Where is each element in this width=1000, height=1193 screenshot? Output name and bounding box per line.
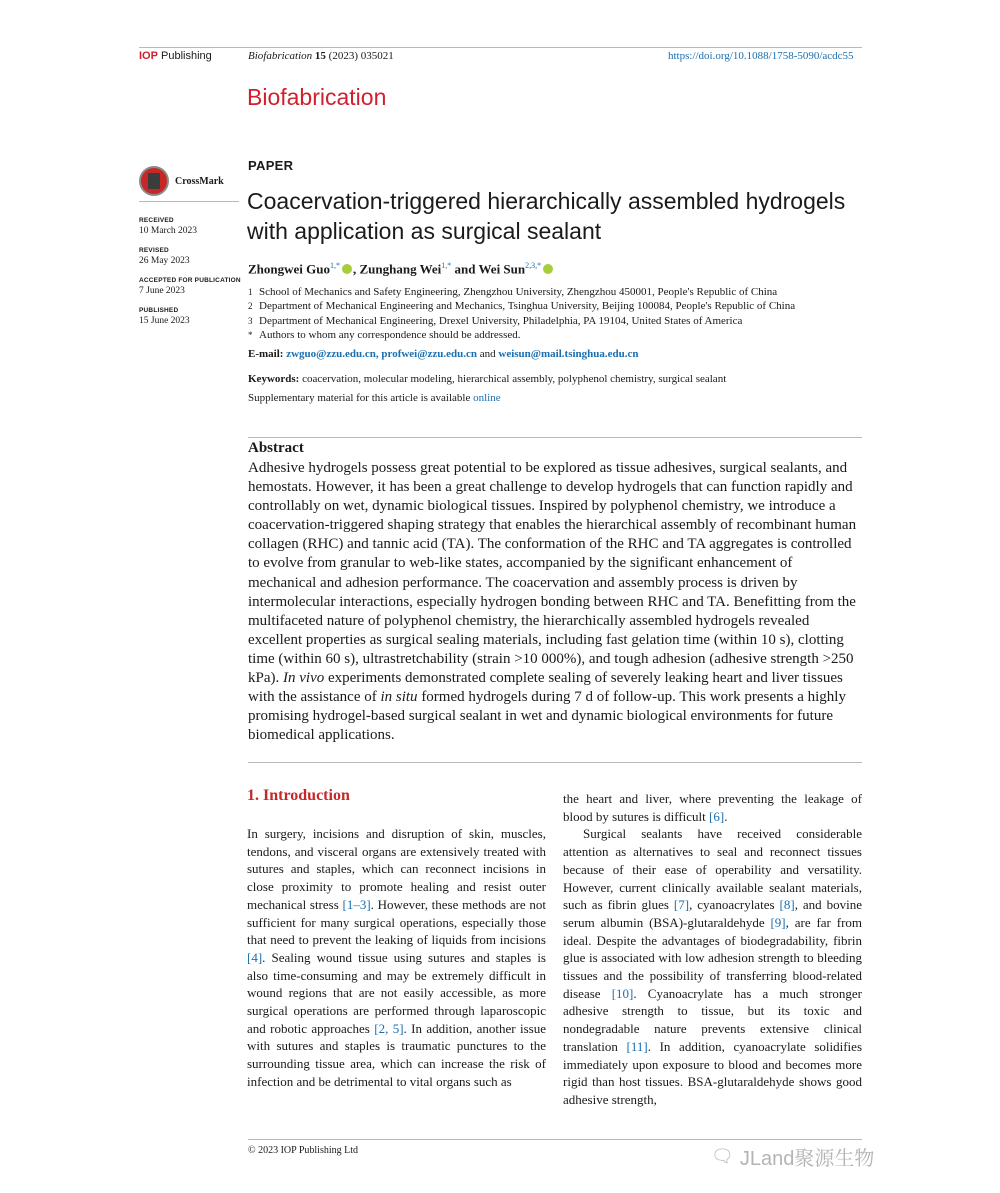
section-heading: 1. Introduction (247, 787, 350, 804)
date-published: PUBLISHED 15 June 2023 (139, 307, 190, 326)
crossmark-label: CrossMark (175, 175, 224, 187)
citation-line: Biofabrication 15 (2023) 035021 (248, 50, 394, 62)
email-link[interactable]: weisun@mail.tsinghua.edu.cn (498, 348, 639, 360)
abstract-heading: Abstract (248, 440, 304, 456)
abstract-body: Adhesive hydrogels possess great potential to be explored as tissue adhesives, surgical sealants, and hemostats. However, it has been a great challenge to develop hydrogels that can function rapidly and controllably on wet, dynamic biological tissues. Inspired by polyphenol chemistry, we introduce a coacervation-triggered shaping strategy that enables the hierarchical assembly of recombinant human collagen (RHC) and tannic acid (TA). The conformation of the RHC and TA aggregates is controlled to evolve from granular to web-like states, accompanied by the significant enhancement of mechanical and adhesion performance. The coacervation and assembly process is driven by intermolecular interactions, especially hydrogen bonding between RHC and TA. Benefitting from the multifaceted nature of polyphenol chemistry, the hierarchically assembled hydrogels revealed excellent properties as surgical sealing materials, including fast gelation time (within 10 s), clotting time (within 60 s), ultrastretchability (strain >10 000%), and tough adhesion (adhesive strength >250 kPa). In vivo experiments demonstrated complete sealing of severely leaking heart and liver tissues with the assistance of in situ formed hydrogels during 7 d of follow-up. This work presents a highly promising hydrogel-based surgical sealant in wet and dynamic biological environments for future biomedical applications. (248, 460, 857, 744)
citation-link[interactable]: [8] (779, 897, 795, 913)
header-rule (139, 47, 862, 48)
watermark: 🗨 JLand聚源生物 (711, 1146, 875, 1170)
supplementary-line: Supplementary material for this article is available online (248, 392, 501, 404)
crossmark-badge[interactable] (139, 166, 224, 196)
date-accepted: ACCEPTED FOR PUBLICATION 7 June 2023 (139, 277, 241, 296)
crossmark-icon (139, 166, 169, 196)
left-divider (139, 201, 239, 202)
email-link[interactable]: zwguo@zzu.edu.cn, (286, 348, 379, 360)
citation-link[interactable]: [2, 5] (374, 1020, 404, 1036)
affiliation-item: 1 School of Mechanics and Safety Engineering, Zhengzhou University, Zhengzhou 450001, People's Republic of China (248, 286, 778, 298)
supplementary-link[interactable]: online (473, 392, 501, 404)
email-link[interactable]: profwei@zzu.edu.cn (381, 348, 477, 360)
article-title: Coacervation-triggered hierarchically assembled hydrogels with application as surgical sealant (247, 188, 846, 244)
copyright-notice: © 2023 IOP Publishing Ltd (248, 1145, 359, 1156)
email-line: E-mail: zwguo@zzu.edu.cn, profwei@zzu.edu.cn and weisun@mail.tsinghua.edu.cn (248, 348, 639, 360)
orcid-icon[interactable] (342, 264, 352, 274)
doi-link[interactable]: https://doi.org/10.1088/1758-5090/acdc55 (668, 50, 854, 62)
citation-link[interactable]: [4] (247, 949, 263, 965)
citation-link[interactable]: [9] (770, 914, 786, 930)
citation-link[interactable]: [10] (611, 985, 634, 1001)
affiliations (248, 285, 795, 343)
keywords-line: Keywords: coacervation, molecular modeling, hierarchical assembly, polyphenol chemistry, surgical sealant (248, 373, 727, 385)
citation-link[interactable]: [6] (709, 808, 725, 824)
citation-link[interactable]: [1–3] (342, 896, 371, 912)
body-column-right: the heart and liver, where preventing the leakage of blood by sutures is difficult [6]. Surgical sealants have received considerable attention as alternatives to seal and reconnect tissues because of their ease of operability and versatility. However, current clinically available sealant materials, such as fibrin glues [7], cyanoacrylates [8], and bovine serum albumin (BSA)-glutaraldehyde [9], are far from ideal. Despite the advantages of biodegradability, fibrin glue is associated with low adhesion strength to bleeding tissues and the possibility of transferring blood-related disease [10]. Cyanoacrylate has a much stronger adhesive strength to tissue, but its toxic and nondegradable nature prevents extensive clinical translation [11]. In addition, cyanoacrylate solidifies immediately upon exposure to blood and becomes more rigid than host tissues. BSA-glutaraldehyde shows good adhesive strength, (563, 791, 863, 1107)
abstract-top-rule (248, 437, 862, 438)
publisher-label: IOP Publishing (139, 50, 212, 62)
date-received: RECEIVED 10 March 2023 (139, 217, 198, 236)
author-name: Zhongwei Guo (248, 261, 330, 277)
footer-rule (248, 1139, 862, 1140)
article-type: PAPER (248, 158, 294, 173)
orcid-icon[interactable] (543, 264, 553, 274)
author-list: Zhongwei Guo$^{1,*}$ , Zunghang Wei$^{1,*}$ and Wei Sun$^{2,3,*}$ (248, 261, 554, 277)
author-name: Zunghang Wei (359, 261, 442, 277)
abstract-bottom-rule (248, 762, 862, 763)
affiliation-item: 2 Department of Mechanical Engineering and Mechanics, Tsinghua University, Beijing 100084, People's Republic of China (248, 300, 796, 313)
author-name: Wei Sun (478, 261, 526, 277)
citation-link[interactable]: [11] (626, 1038, 648, 1054)
citation-link[interactable]: [7] (673, 897, 690, 913)
body-column-left: In surgery, incisions and disruption of skin, muscles, tendons, and visceral organs are extensively treated with sutures and staples, which can reconnect incisions in close proximity to promote healing and resist outer mechanical stress [1–3]. However, these methods are not sufficient for many surgical operations, especially those that need to prevent the leaking of liquids from incisions [4]. Sealing wound tissue using sutures and staples is also time-consuming and may be extremely difficult in wound regions that are not easily accessible, as more surgical operations are performed through laparoscopic and robotic approaches [2, 5]. In addition, another issue with sutures and staples is traumatic punctures to the surrounding tissue area, which can increase the risk of infection and be detrimental to vital organs such as (247, 826, 547, 1089)
date-revised: REVISED 26 May 2023 (139, 247, 190, 266)
affiliation-item: * Authors to whom any correspondence should be addressed. (248, 329, 521, 342)
affiliation-item: 3 Department of Mechanical Engineering, Drexel University, Philadelphia, PA 19104, United States of America (248, 314, 743, 327)
journal-title: Biofabrication (247, 84, 387, 110)
wechat-icon: 🗨 (711, 1146, 734, 1166)
